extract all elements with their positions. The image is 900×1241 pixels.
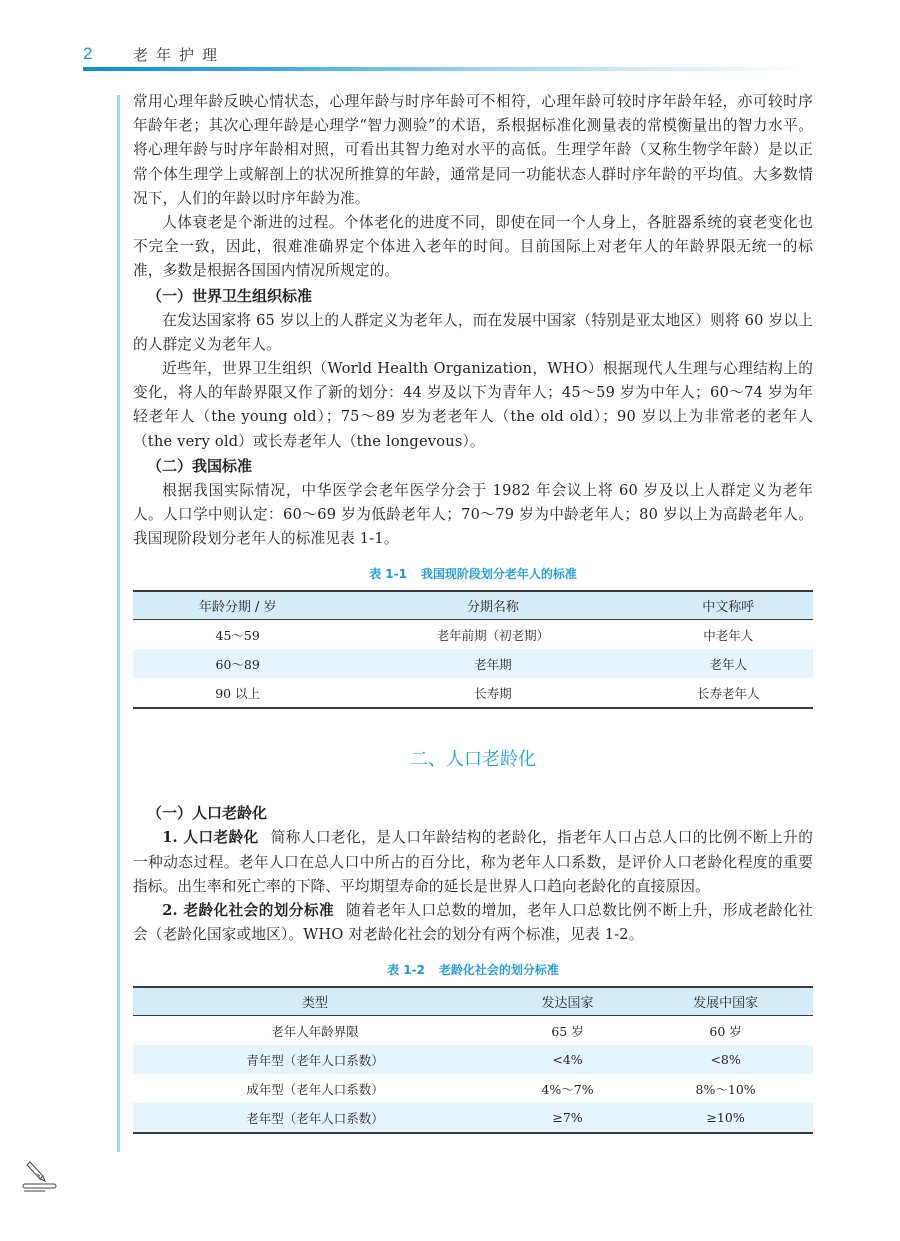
table-row (133, 649, 813, 678)
table-cell: 60 岁 (709, 1023, 742, 1039)
header-rule (83, 67, 803, 71)
table-cell: 4%～7% (541, 1081, 594, 1097)
paragraph-text: 简称人口老化，是人口年龄结构的老龄化，指老年人口占总人口的比例不断上升的一种动态过程。老年人口在总人口中所占的百分比，称为老年人口系数，是评价人口老龄化程度的重要指标。出生率和死亡率的下降、平均期望寿命的延长是世界人口趋向老龄化的直接原因。 (133, 829, 813, 895)
column-header: 发展中国家 (638, 987, 813, 1016)
table-row (133, 1074, 813, 1103)
column-header: 中文称呼 (643, 591, 813, 620)
paragraph (133, 899, 813, 947)
paragraph: 常用心理年龄反映心情状态，心理年龄与时序年龄可不相符，心理年龄可较时序年龄年轻，亦可较时序年龄年老；其次心理年龄是心理学“智力测验”的术语，系根据标准化测量表的常模衡量出的智力水平。将心理年龄与时序年龄相对照，可看出其智力绝对水平的高低。生理学年龄（又称生物学年龄）是以正常个体生理学上或解剖上的状况所推算的年龄，通常是同一功能状态人群时序年龄的平均值。大多数情况下，人们的年龄以时序年龄为准。 (133, 93, 813, 207)
paragraph: 近些年，世界卫生组织（World Health Organization，WHO）根据现代人生理与心理结构上的变化，将人的年龄界限又作了新的划分：44 岁及以下为青年人；45～59 岁为中年人；60～74 岁为年轻老年人（the young old）；75～89 岁为老老年人（the old old）；90 岁以上为非常老的老年人（the very old）或长寿老年人（the longevous）。 (133, 360, 813, 450)
table-cell: 长寿老年人 (643, 678, 813, 708)
table-cell: 青年型（老年人口系数） (246, 1052, 384, 1068)
table2-aging-society-classification (133, 986, 813, 1134)
subheading-who-standard: （一）世界卫生组织标准 (147, 286, 313, 305)
column-header: 发达国家 (497, 987, 638, 1016)
column-header: 年龄分期 / 岁 (133, 591, 342, 620)
table-row (133, 620, 813, 650)
table1-caption (133, 565, 813, 582)
table-cell: ≥10% (638, 1103, 813, 1133)
paragraph-text: 随着老年人口总数的增加，老年人口总数比例不断上升，形成老龄化社会（老龄化国家或地区）。WHO 对老龄化社会的划分有两个标准，见表 1-2。 (133, 902, 814, 944)
paragraph (133, 826, 813, 899)
side-margin-bar (117, 95, 120, 1152)
page-content (133, 90, 813, 1134)
subheading-china-standard: （二）我国标准 (147, 456, 253, 475)
table-cell: 老年型（老年人口系数） (133, 1103, 497, 1133)
table-cell: <4% (552, 1052, 583, 1068)
paragraph: 在发达国家将 65 岁以上的人群定义为老年人，而在发展中国家（特别是亚太地区）则将 60 岁以上的人群定义为老年人。 (133, 311, 813, 353)
subheading-population-aging: （一）人口老龄化 (147, 804, 268, 823)
table-row (133, 1103, 813, 1133)
table-cell: 老年期 (474, 656, 512, 672)
table-cell: 中老年人 (703, 627, 754, 643)
table-row (133, 678, 813, 708)
pencil-note-icon (20, 1160, 60, 1196)
paragraph: 根据我国实际情况，中华医学会老年医学分会于 1982 年会议上将 60 岁及以上人群定义为老年人。人口学中则认定：60～69 岁为低龄老年人；70～79 岁为中龄老年人；80 岁以上为高龄老年人。我国现阶段划分老年人的标准见表 1-1。 (133, 481, 813, 548)
book-title: 老年护理 (133, 46, 226, 64)
paragraph: 人体衰老是个渐进的过程。个体老化的进度不同，即使在同一个人身上，各脏器系统的衰老变化也不完全一致，因此，很难准确界定个体进入老年的时间。目前国际上对老年人的年龄界限无统一的标准，多数是根据各国国内情况所规定的。 (133, 214, 813, 280)
table-cell: ≥7% (497, 1103, 638, 1133)
table1-elderly-age-standard (133, 590, 813, 709)
section-title-population-aging: 二、人口老龄化 (410, 749, 536, 771)
table-cell: <8% (710, 1052, 741, 1068)
table-cell: 长寿期 (342, 678, 643, 708)
table-cell: 老年前期（初老期） (436, 627, 550, 643)
column-header: 类型 (133, 987, 497, 1016)
table-cell: 8%～10% (695, 1081, 756, 1097)
table-header-row (133, 987, 813, 1016)
table-row (133, 1045, 813, 1074)
page-number: 2 (83, 44, 93, 63)
table1-caption-title: 我国现阶段划分老年人的标准 (420, 567, 577, 582)
table2-caption-number: 表 1-2 (387, 963, 425, 978)
table-row (133, 1016, 813, 1046)
table1-caption-number: 表 1-1 (369, 567, 407, 582)
table2-caption (133, 961, 813, 978)
column-header: 分期名称 (342, 591, 643, 620)
table-cell: 90 以上 (133, 678, 342, 708)
table-header-row (133, 591, 813, 620)
table-cell: 成年型（老年人口系数） (246, 1081, 384, 1097)
table2-caption-title: 老龄化社会的划分标准 (438, 963, 559, 978)
table-cell: 60～89 (215, 656, 260, 672)
table-cell: 老年人 (709, 656, 747, 672)
table-cell: 老年人年龄界限 (271, 1023, 359, 1039)
table-cell: 45～59 (215, 627, 260, 643)
table-cell: 65 岁 (551, 1023, 584, 1039)
term-aging-society-standard: 2. 老龄化社会的划分标准 (162, 902, 335, 920)
term-population-aging: 1. 人口老龄化 (162, 829, 259, 847)
